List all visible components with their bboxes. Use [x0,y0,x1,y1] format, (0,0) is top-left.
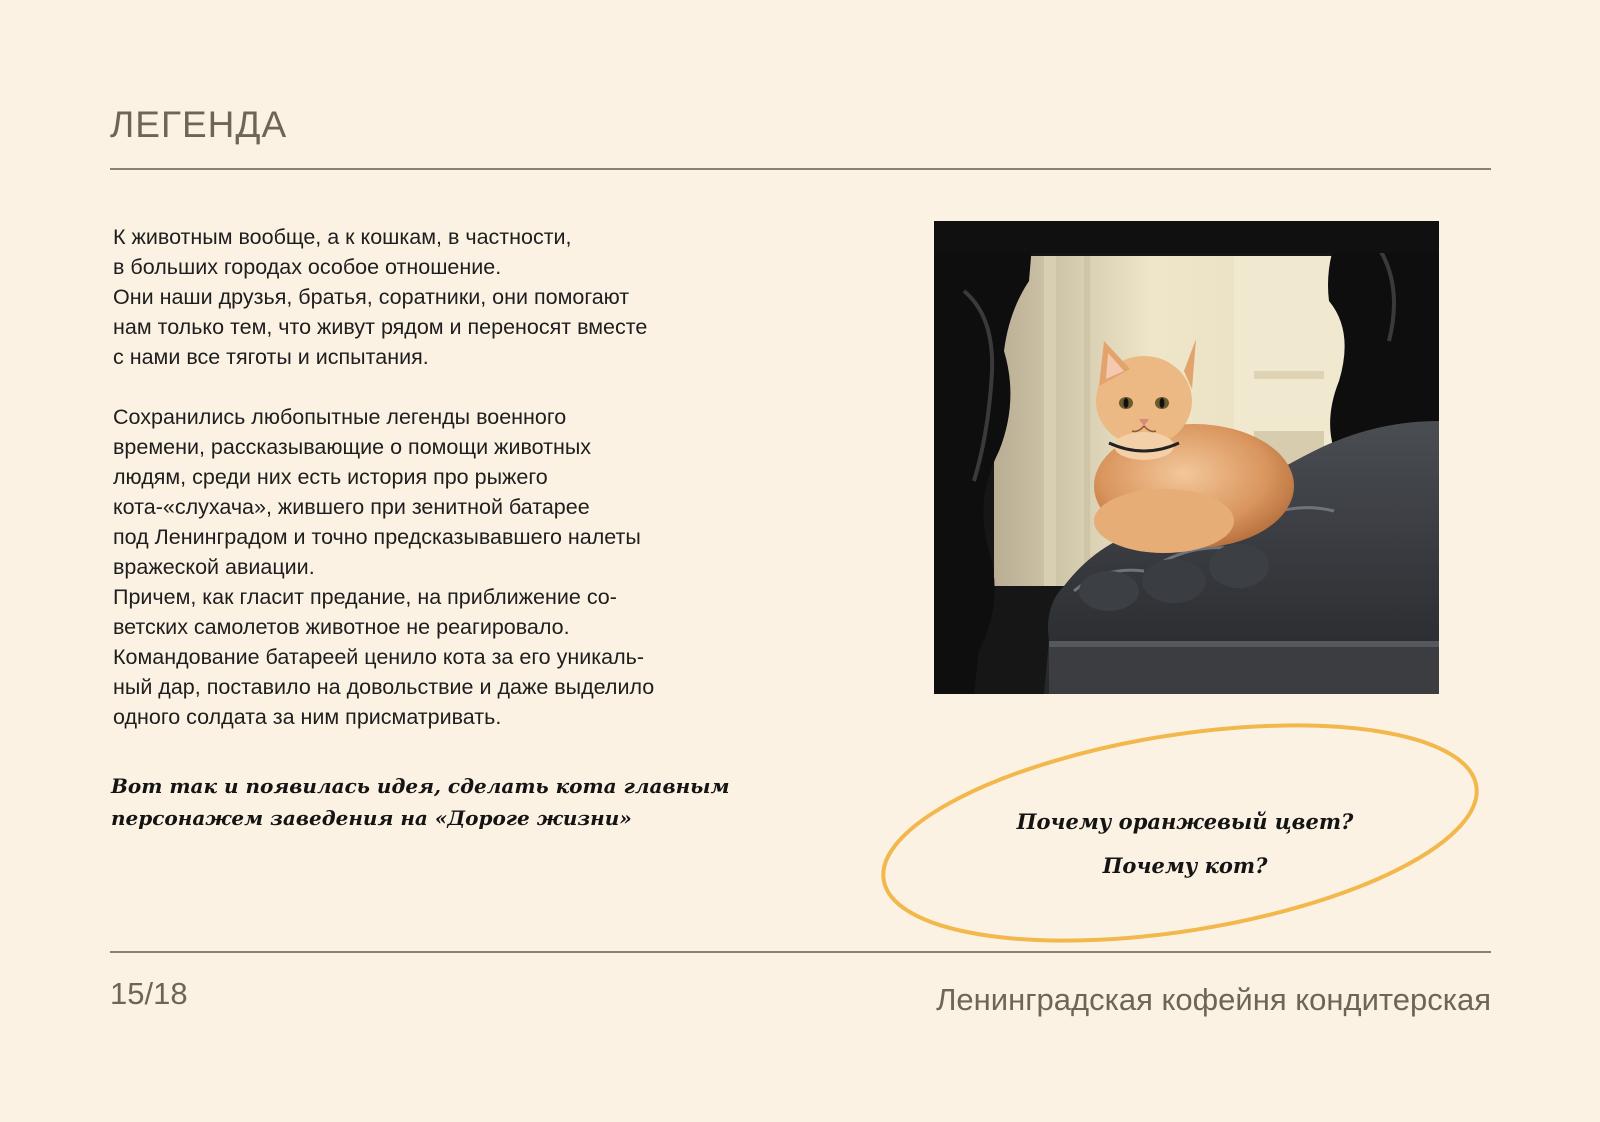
text-line: Командование батареей ценило кота за его уникаль- [113,645,644,669]
text-line: ветских самолетов животное не реагировало. [113,615,570,639]
text-line: одного солдата за ним присматривать. [113,705,502,729]
ginger-cat-photo [934,221,1439,694]
idea-quote [111,770,791,834]
callout-text [960,800,1410,888]
bottom-divider [110,951,1491,953]
text-line: нам только тем, что живут рядом и переносят вместе [113,315,648,339]
text-line: людям, среди них есть история про рыжего [113,465,548,489]
body-text [113,222,773,732]
text-line: вражеской авиации. [113,555,315,579]
text-line: кота-«слухача», жившего при зенитной батарее [113,495,590,519]
page-title: ЛЕГЕНДА [110,104,288,145]
footer-brand: Ленинградская кофейня кондитерская [936,982,1491,1017]
callout-line: Почему кот? [1102,853,1268,878]
quote-line: Вот так и появилась идея, сделать кота главным [111,774,730,798]
text-line: с нами все тяготы и испытания. [113,345,429,369]
text-line: ный дар, поставило на довольствие и даже выделило [113,675,655,699]
page-number: 15/18 [110,976,188,1011]
text-line: Сохранились любопытные легенды военного [113,405,567,429]
text-line: Причем, как гласит предание, на приближение со- [113,585,617,609]
text-line: К животным вообще, а к кошкам, в частности, [113,225,572,249]
text-line: Они наши друзья, братья, соратники, они помогают [113,285,630,309]
top-divider [110,168,1491,170]
quote-line: персонажем заведения на «Дороге жизни» [111,806,632,830]
callout-line: Почему оранжевый цвет? [1016,809,1354,834]
text-line: в больших городах особое отношение. [113,255,502,279]
text-line: под Ленинградом и точно предсказывавшего налеты [113,525,641,549]
text-line: времени, рассказывающие о помощи животных [113,435,592,459]
